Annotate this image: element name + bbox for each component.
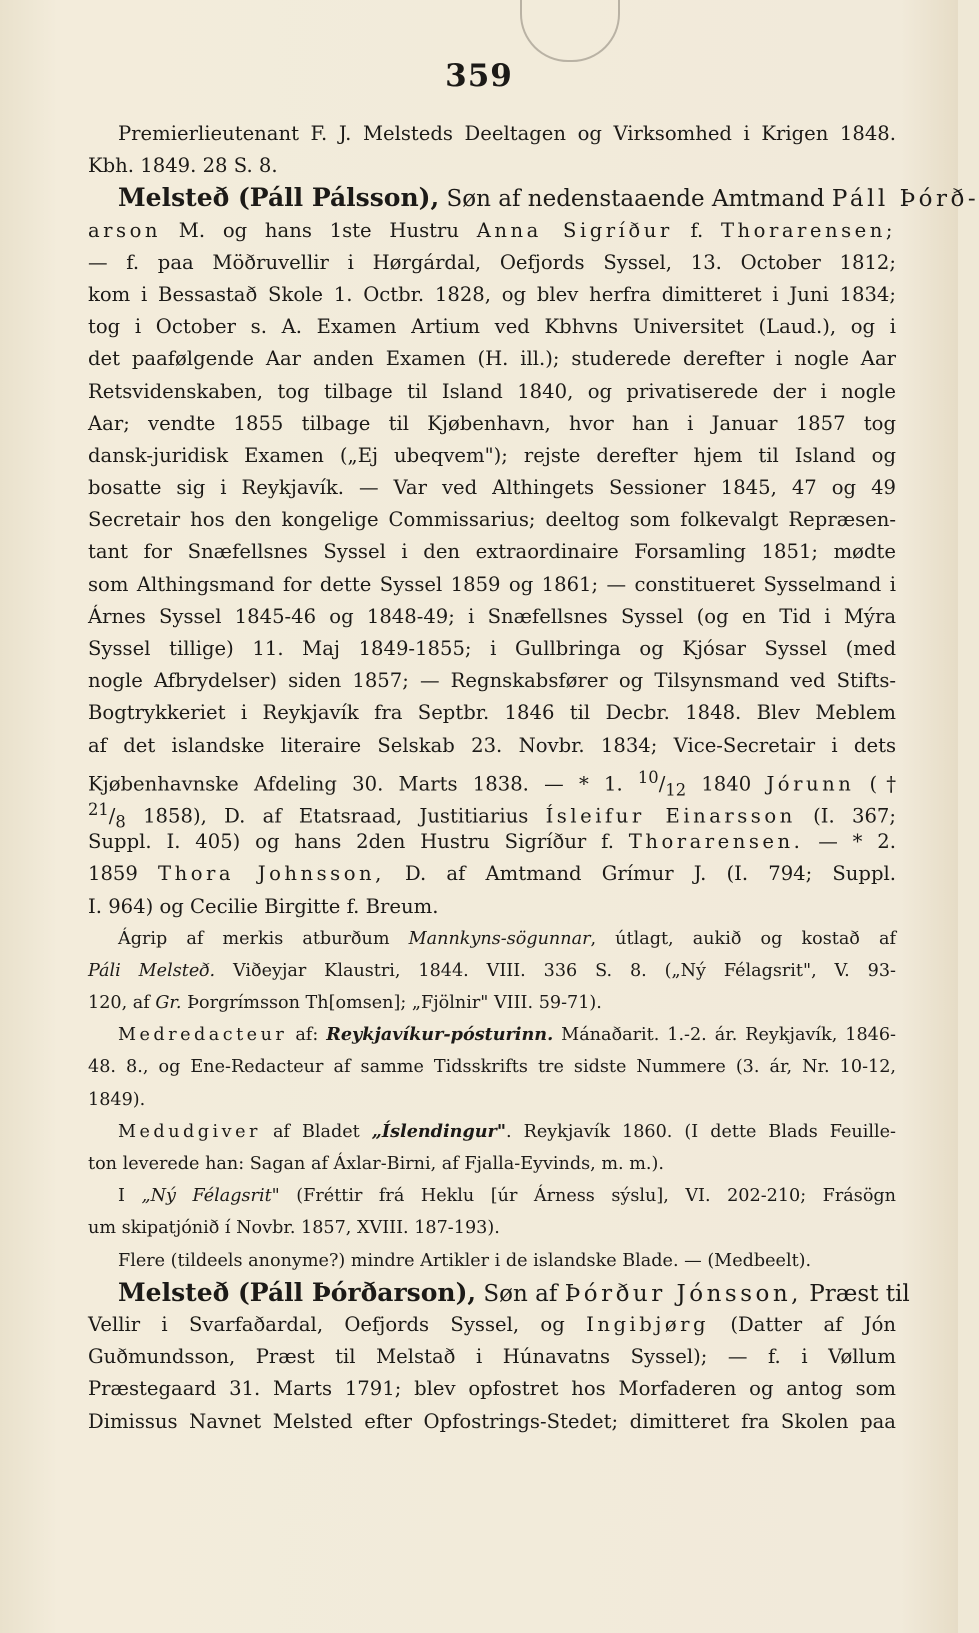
text-line: Aar; vendte 1855 tilbage til Kjøbenhavn, hvor han i Januar 1857 tog <box>88 411 896 435</box>
text-line: Kbh. 1849. 28 S. 8. <box>88 154 278 178</box>
body-text <box>88 118 979 1438</box>
text-line: Guðmundsson, Præst til Melstað i Húnavatns Syssel); — f. i Vøllum <box>88 1345 896 1369</box>
text-line: Páli Melsteð. Viðeyjar Klaustri, 1844. VIII. 336 S. 8. („Ný Félagsrit", V. 93- <box>88 960 896 981</box>
text-line: Melsteð (Páll Pálsson), Søn af nedenstaaende Amtmand Páll Þórð- <box>118 183 979 213</box>
text-line: det paafølgende Aar anden Examen (H. ill.); studerede derefter i nogle Aar <box>88 347 896 371</box>
text-line: Árnes Syssel 1845-46 og 1848-49; i Snæfellsnes Syssel (og en Tid i Mýra <box>88 604 896 628</box>
text-line: Medudgiver af Bladet „Íslendingur". Reykjavík 1860. (I dette Blads Feuille- <box>118 1120 896 1142</box>
text-line: Syssel tillige) 11. Maj 1849-1855; i Gullbringa og Kjósar Syssel (med <box>88 637 896 660</box>
text-line: — f. paa Möðruvellir i Hørgárdal, Oefjords Syssel, 13. October 1812; <box>88 250 896 274</box>
text-line: Suppl. I. 405) og hans 2den Hustru Sigríður f. Thorarensen. — * 2. <box>88 830 896 854</box>
text-line: tog i October s. A. Examen Artium ved Kbhvns Universitet (Laud.), og i <box>88 315 896 339</box>
text-line: tant for Snæfellsnes Syssel i den extraordinaire Forsamling 1851; mødte <box>88 540 896 564</box>
page-number: 359 <box>445 58 513 94</box>
text-line: 1859 Thora Johnsson, D. af Amtmand Grímur J. (I. 794; Suppl. <box>88 862 897 886</box>
text-line: 48. 8., og Ene-Redacteur af samme Tidsskrifts tre sidste Nummere (3. ár, Nr. 10-12, <box>88 1057 896 1078</box>
text-line: I. 964) og Cecilie Birgitte f. Breum. <box>88 894 439 918</box>
text-line: Flere (tildeels anonyme?) mindre Artikler i de islandske Blade. — (Medbeelt). <box>118 1250 812 1271</box>
text-line: 120, af Gr. Þorgrímsson Th[omsen]; „Fjölnir" VIII. 59-71). <box>88 993 602 1014</box>
binding-clip <box>520 0 620 62</box>
text-line: Medredacteur af: Reykjavíkur-pósturinn. Mánaðarit. 1.-2. ár. Reykjavík, 1846- <box>118 1024 896 1046</box>
text-line: Premierlieutenant F. J. Melsteds Deeltagen og Virksomhed i Krigen 1848. <box>118 122 896 145</box>
text-line: dansk-juridisk Examen („Ej ubeqvem"); rejste derefter hjem til Island og <box>88 443 896 467</box>
text-line: Vellir i Svarfaðardal, Oefjords Syssel, og Ingibjørg (Datter af Jón <box>88 1312 896 1336</box>
text-line: Kjøbenhavnske Afdeling 30. Marts 1838. — * 1. $^{10}/_{12}$ 1840 Jórunn († <box>88 767 897 800</box>
text-line: Retsvidenskaben, tog tilbage til Island 1840, og privatiserede der i nogle <box>88 379 896 403</box>
text-line: af det islandske literaire Selskab 23. Novbr. 1834; Vice-Secretair i dets <box>88 733 896 757</box>
text-line: Bogtrykkeriet i Reykjavík fra Septbr. 1846 til Decbr. 1848. Blev Meblem <box>88 701 896 725</box>
text-line: kom i Bessastað Skole 1. Octbr. 1828, og blev herfra dimitteret i Juni 1834; <box>88 282 896 306</box>
text-line: Ágrip af merkis atburðum Mannkyns-sögunnar, útlagt, aukið og kostað af <box>118 928 896 949</box>
text-line: Secretair hos den kongelige Commissarius; deeltog som folkevalgt Repræsen- <box>88 508 896 532</box>
text-line: Præstegaard 31. Marts 1791; blev opfostret hos Morfaderen og antog som <box>88 1377 896 1401</box>
text-line: I „Ný Félagsrit" (Fréttir frá Heklu [úr Árness sýslu], VI. 202-210; Frásögn <box>118 1186 897 1207</box>
text-line: Dimissus Navnet Melsted efter Opfostrings-Stedet; dimitteret fra Skolen paa <box>88 1409 896 1433</box>
text-line: $^{21}/_8$ 1858), D. af Etatsraad, Justitiarius Ísleifur Einarsson (I. 367; <box>88 799 897 832</box>
text-line: Melsteð (Páll Þórðarson), Søn af Þórður Jónsson, Præst til <box>118 1277 910 1307</box>
text-line: ton leverede han: Sagan af Áxlar-Birni, af Fjalla-Eyvinds, m. m.). <box>88 1154 664 1174</box>
text-line: um skipatjónið í Novbr. 1857, XVIII. 187-193). <box>88 1218 500 1239</box>
text-line: arson M. og hans 1ste Hustru Anna Sigríður f. Thorarensen; <box>88 218 896 242</box>
text-line: 1849). <box>88 1089 146 1110</box>
text-line: bosatte sig i Reykjavík. — Var ved Althingets Sessioner 1845, 47 og 49 <box>88 476 896 500</box>
text-line: nogle Afbrydelser) siden 1857; — Regnskabsfører og Tilsynsmand ved Stifts- <box>88 669 896 693</box>
text-line: som Althingsmand for dette Syssel 1859 og 1861; — constitueret Sysselmand i <box>88 572 896 596</box>
